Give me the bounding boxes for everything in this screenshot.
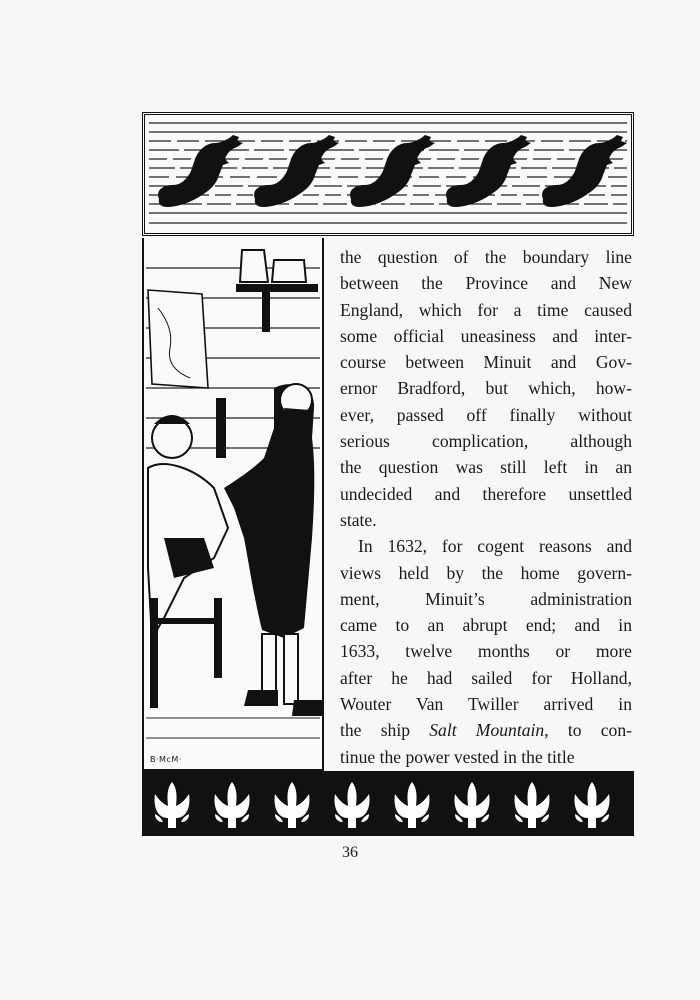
beaver-icon xyxy=(158,135,243,207)
text-line: undecided and therefore unsettled xyxy=(340,483,632,504)
text-line: the question of the boundary line xyxy=(340,247,632,267)
beaver-frieze-art xyxy=(145,115,631,233)
text-line: some official uneasiness and inter- xyxy=(340,325,632,346)
illustration-art xyxy=(144,238,322,769)
tulip-icon xyxy=(395,782,430,828)
beaver-icon xyxy=(542,135,627,207)
text-line: England, which for a time caused xyxy=(340,299,632,320)
tulip-icon xyxy=(335,782,370,828)
tulip-icon xyxy=(215,782,250,828)
text-line: In 1632, for cogent reasons and xyxy=(358,536,632,557)
text-line: Wouter Van Twiller arrived in xyxy=(340,694,632,715)
text-line: ever, passed off finally without xyxy=(340,404,632,425)
text-line: after he had sailed for Holland, xyxy=(340,667,632,688)
tulip-icon xyxy=(155,782,190,828)
text-line: came to an abrupt end; and in xyxy=(340,615,632,636)
text-line: course between Minuit and Gov- xyxy=(340,352,632,373)
text-line: 1633, twelve months or more xyxy=(340,641,632,662)
beaver-frieze xyxy=(142,112,634,236)
tulip-icon xyxy=(515,782,550,828)
text-line: tinue the power vested in the title xyxy=(340,746,575,767)
text-line: between the Province and New xyxy=(340,273,632,294)
text-line: ernor Bradford, but which, how- xyxy=(340,378,632,399)
tulip-icon xyxy=(455,782,490,828)
tulip-icon xyxy=(275,782,310,828)
tulip-frieze-art xyxy=(145,774,631,833)
text-line: the ship Salt Mountain, to con- xyxy=(340,720,632,741)
text-line: the question was still left in an xyxy=(340,457,632,478)
text-line: views held by the home govern- xyxy=(340,562,632,583)
tulip-icon xyxy=(575,782,610,828)
text-line: serious complication, although xyxy=(340,431,632,452)
wall-map xyxy=(148,290,208,388)
page-number: 36 xyxy=(342,844,358,861)
jug xyxy=(240,250,268,282)
standing-figure xyxy=(224,384,314,638)
illustration-signature: B·McM· xyxy=(150,755,182,764)
beaver-icon xyxy=(254,135,339,207)
text-line: ment, Minuit’s administration xyxy=(340,588,632,609)
beaver-icon xyxy=(350,135,435,207)
tulip-frieze xyxy=(142,771,634,836)
beaver-icon xyxy=(446,135,531,207)
illustration-panel xyxy=(142,238,324,771)
body-text xyxy=(340,244,632,770)
shelf xyxy=(236,284,318,292)
text-line: state. xyxy=(340,509,377,530)
